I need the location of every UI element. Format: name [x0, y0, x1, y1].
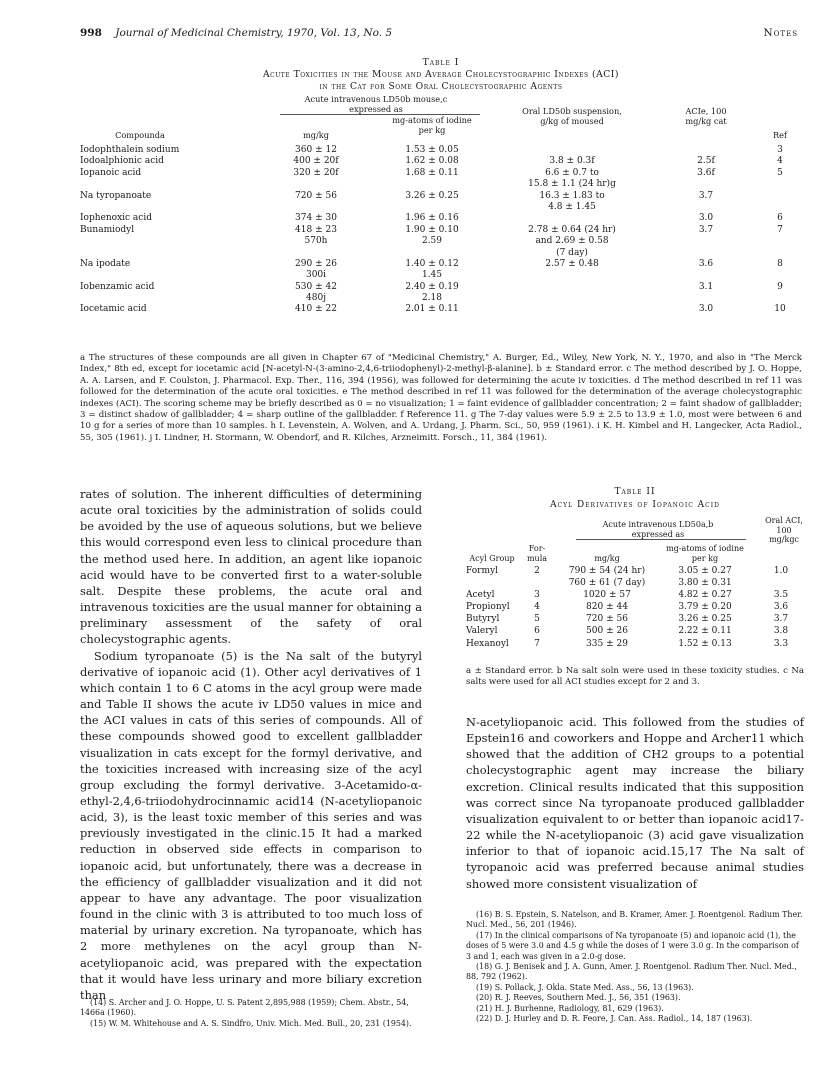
- table2-col-formula: For-mula: [526, 544, 548, 563]
- table1-cell-atoms: 2.18: [421, 293, 443, 304]
- table2-cell-atoms: 3.05 ± 0.27: [678, 566, 732, 576]
- table2-col-aci: Oral ACI, 100 mg/kgc: [765, 516, 803, 545]
- reference-22: (22) D. J. Hurley and D. R. Feore, J. Can. Ass. Radiol., 14, 187 (1963).: [476, 1014, 753, 1024]
- table2-cell-atoms: 1.52 ± 0.13: [678, 638, 732, 649]
- table1-group-subheader: expressed as: [349, 104, 403, 114]
- table2-cell-acyl: Hexanoyl: [466, 638, 509, 649]
- table1-cell-atoms: 3.26 ± 0.25: [405, 190, 459, 201]
- table2-cell-acyl: Propionyl: [466, 602, 510, 613]
- reference-19: (19) S. Pollack, J. Okla. State Med. Ass., 56, 13 (1963).: [476, 982, 694, 992]
- table1-group-header: Acute intravenous LD50b mouse,c: [304, 94, 448, 104]
- table1-header: [80, 95, 802, 145]
- table-row: [80, 191, 802, 202]
- left-paragraph-1: rates of solution. The inherent difficulties of determining acute oral toxicities by the administration of solids could be avoided by the use of aqueous solutions, but we believe this would correspond even less to clinical procedure than the method used here. In addition, an agent like iopanoic acid would have to be converted first to a water-soluble salt. Despite these problems, the acute oral and intravenous toxicities are the usual manner for obtaining a preliminary assessment of the safety of oral cholecystographic agents.: [80, 487, 422, 647]
- table2-cell-mgkg: 1020 ± 57: [583, 590, 631, 601]
- table1-col-atoms: mg-atoms of iodine per kg: [392, 115, 472, 135]
- table1-cell-mgkg: 300i: [305, 270, 327, 281]
- table1-col-ref: Ref: [772, 130, 788, 140]
- table2-cell-mgkg: 500 ± 26: [586, 626, 628, 637]
- table2-cell-aci: 3.6: [773, 602, 789, 613]
- table2-cell-aci: 3.3: [773, 638, 789, 649]
- table2-cell-mgkg: 820 ± 44: [586, 602, 628, 613]
- table-row: [80, 293, 802, 304]
- table1-cell-ref: 9: [777, 281, 783, 292]
- table1-cell-compound: Bunamiodyl: [80, 224, 135, 235]
- table1-cell-aci: 3.0: [698, 213, 714, 224]
- table1-cell-atoms: 1.68 ± 0.11: [405, 167, 459, 178]
- table1-cell-atoms: 2.59: [421, 236, 443, 247]
- table2-cell-atoms: 4.82 ± 0.27: [678, 590, 732, 601]
- table1-cell-oral: (7 day): [556, 247, 588, 258]
- table2-cell-formula: 7: [534, 638, 540, 649]
- reference-16: (16) B. S. Epstein, S. Natelson, and B. Kramer, Amer. J. Roentgenol. Radium Ther. Nucl. Med., 56, 201 (1946).: [466, 910, 803, 930]
- table1-title-line1: Acute Toxicities in the Mouse and Average Cholecystographic Indexes (ACI): [262, 69, 620, 80]
- table1-cell-ref: 7: [777, 224, 783, 235]
- reference-18: (18) G. J. Benisek and J. A. Gunn, Amer. J. Roentgenol. Radium Ther. Nucl. Med., 88, 792 (1962).: [466, 962, 797, 982]
- table-row: [80, 225, 802, 236]
- table1-cell-compound: Iocetamic acid: [80, 304, 147, 315]
- table-row: [80, 304, 802, 315]
- table1-cell-compound: Iophenoxic acid: [80, 213, 152, 224]
- table1-caption: [80, 57, 802, 93]
- reference-20: (20) R. J. Reeves, Southern Med. J., 56, 351 (1963).: [476, 993, 681, 1003]
- table1-cell-compound: Iopanoic acid: [80, 167, 142, 178]
- table2-title: Acyl Derivatives of Iopanoic Acid: [550, 499, 720, 510]
- table1-cell-ref: 8: [777, 258, 783, 269]
- table1-cell-aci: 2.5f: [697, 156, 715, 167]
- table-row: [80, 179, 802, 190]
- table2-cell-aci: 3.7: [773, 614, 789, 625]
- reference-15: (15) W. M. Whitehouse and A. S. Sindfro, Univ. Mich. Med. Bull., 20, 231 (1954).: [90, 1018, 412, 1028]
- table1-cell-atoms: 1.96 ± 0.16: [405, 213, 459, 224]
- table1-cell-compound: Iobenzamic acid: [80, 281, 155, 292]
- table1-col-compound: Compounda: [115, 130, 165, 140]
- table2-cell-formula: 2: [534, 566, 540, 576]
- table1-col-aci: ACIe, 100 mg/kg cat: [685, 106, 727, 126]
- left-paragraph-2: Sodium tyropanoate (5) is the Na salt of the butyryl derivative of iopanoic acid (1). Other acyl derivatives of 1 which contain 1 to 6 C atoms in the acyl group were made and Table II shows the acute iv LD50 values in mice and the ACI values in cats of this series of compounds. All of these compounds showed good to excellent gallbladder visualization in cats except for the formyl derivative, and the toxicities increased with increasing size of the acyl group excluding the formyl derivative. 3-Acetamido-α-ethyl-2,4,6-triiodohydrocinnamic acid14 (N-acetyliopanoic acid, 3), is the least toxic member of this series and was previously investigated in the clinic.15 It had a marked reduction in observed side effects in comparison to iopanoic acid, but unfortunately, there was a decrease in the efficiency of gallbladder visualization and it did not appear to have any advantage. The poor visualization found in the clinic with 3 is attributed to too much loss of material by urinary excretion. Na tyropanoate, which has 2 more methylenes on the acyl group than N-acetyliopanoic acid, was prepared with the expectation that it would have less urinary and more biliary excretion than: [80, 648, 422, 1002]
- table2: [466, 516, 804, 651]
- table2-cell-formula: 4: [534, 602, 540, 613]
- table1-cell-oral: and 2.69 ± 0.58: [535, 236, 609, 247]
- journal-citation: Journal of Medicinal Chemistry, 1970, Vol. 13, No. 5: [115, 27, 393, 39]
- table-row: [466, 614, 804, 626]
- table-row: [80, 168, 802, 179]
- table-row: [80, 270, 802, 281]
- table-row: [80, 145, 802, 156]
- table2-cell-atoms: 3.80 ± 0.31: [678, 578, 732, 589]
- table-row: [466, 639, 804, 651]
- table2-col-mgkg: mg/kg: [594, 554, 620, 563]
- table1-cell-atoms: 1.40 ± 0.12: [405, 258, 459, 269]
- table2-cell-mgkg: 790 ± 54 (24 hr): [568, 566, 646, 576]
- table-row: [466, 626, 804, 638]
- table1-cell-atoms: 1.45: [421, 270, 443, 281]
- table2-cell-aci: 3.5: [773, 590, 789, 601]
- table1-cell-aci: 3.7: [698, 224, 714, 235]
- running-header: [80, 27, 798, 41]
- table1-cell-oral: 3.8 ± 0.3f: [549, 156, 595, 167]
- table1-title-line2: in the Cat for Some Oral Cholecystographic Agents: [319, 81, 563, 92]
- table-row: [466, 590, 804, 602]
- table1-cell-oral: 4.8 ± 1.45: [548, 201, 596, 212]
- right-column-text: [466, 714, 804, 892]
- table1-cell-ref: 6: [777, 213, 783, 224]
- table1-label: Table I: [422, 57, 460, 68]
- table1-cell-compound: Na tyropanoate: [80, 190, 152, 201]
- table1-cell-oral: 16.3 ± 1.83 to: [539, 190, 605, 201]
- table1-cell-mgkg: 290 ± 26: [295, 258, 337, 269]
- table2-cell-acyl: Acetyl: [466, 590, 495, 601]
- table1-cell-mgkg: 720 ± 56: [295, 190, 337, 201]
- table1-cell-atoms: 1.90 ± 0.10: [405, 224, 459, 235]
- table1-cell-aci: 3.0: [698, 304, 714, 315]
- table1-cell-atoms: 1.53 ± 0.05: [405, 145, 459, 155]
- table1-body: [80, 145, 802, 316]
- table1-cell-aci: 3.6: [698, 258, 714, 269]
- table2-body: [466, 566, 804, 651]
- table-row: [80, 282, 802, 293]
- table1-cell-oral: 2.57 ± 0.48: [545, 258, 599, 269]
- table1-cell-atoms: 2.01 ± 0.11: [405, 304, 459, 315]
- table-row: [80, 213, 802, 224]
- table2-cell-aci: 3.8: [773, 626, 789, 637]
- table-row: [80, 259, 802, 270]
- table1-cell-oral: 6.6 ± 0.7 to: [545, 167, 599, 178]
- table1-cell-mgkg: 360 ± 12: [295, 145, 337, 155]
- table1-cell-mgkg: 400 ± 20f: [293, 156, 339, 167]
- table1-cell-compound: Na ipodate: [80, 258, 131, 269]
- table-row: [80, 156, 802, 167]
- table2-group-rule: [576, 539, 746, 540]
- table2-label: Table II: [614, 487, 656, 497]
- table-row: [80, 236, 802, 247]
- table1: [80, 95, 802, 316]
- section-name: Notes: [763, 27, 798, 39]
- table2-header: [466, 516, 804, 566]
- table2-col-acyl: Acyl Group: [469, 554, 515, 563]
- table2-cell-acyl: Butyryl: [466, 614, 500, 625]
- reference-14: (14) S. Archer and J. O. Hoppe, U. S. Patent 2,895,988 (1959); Chem. Abstr., 54, 1466a (1960).: [80, 998, 409, 1018]
- table1-cell-aci: 3.1: [698, 281, 714, 292]
- table1-cell-ref: 5: [777, 167, 783, 178]
- reference-17: (17) In the clinical comparisons of Na tyropanoate (5) and iopanoic acid (1), the doses of 5 were 3.0 and 4.5 g while the doses of 1 were 3.0 g. In the comparison of 3 and 1, each was given in a 2.0-g dose.: [466, 930, 799, 961]
- table2-cell-mgkg: 760 ± 61 (7 day): [568, 578, 646, 589]
- table1-cell-atoms: 1.62 ± 0.08: [405, 156, 459, 167]
- table1-cell-compound: Iodophthalein sodium: [80, 145, 180, 155]
- table1-cell-aci: 3.7: [698, 190, 714, 201]
- table2-col-atoms: mg-atoms of iodine per kg: [666, 544, 744, 563]
- table-row: [466, 566, 804, 578]
- table1-cell-mgkg: 410 ± 22: [295, 304, 337, 315]
- table2-cell-mgkg: 720 ± 56: [586, 614, 628, 625]
- table1-cell-mgkg: 374 ± 30: [295, 213, 337, 224]
- table2-group-subheader: expressed as: [631, 530, 685, 539]
- table1-cell-compound: Iodoalphionic acid: [80, 156, 164, 167]
- table1-cell-oral: 15.8 ± 1.1 (24 hr)g: [528, 179, 616, 190]
- table1-cell-mgkg: 418 ± 23: [295, 224, 337, 235]
- table1-cell-mgkg: 530 ± 42: [295, 281, 337, 292]
- table2-group-header: Acute intravenous LD50a,b: [602, 520, 714, 529]
- table1-cell-mgkg: 480j: [306, 293, 326, 304]
- table2-cell-aci: 1.0: [773, 566, 789, 576]
- table2-cell-atoms: 3.79 ± 0.20: [678, 602, 732, 613]
- left-column-text: [80, 486, 422, 1003]
- table2-cell-atoms: 3.26 ± 0.25: [678, 614, 732, 625]
- table1-col-mgkg: mg/kg: [303, 130, 329, 140]
- table2-cell-formula: 3: [534, 590, 540, 601]
- table2-cell-formula: 5: [534, 614, 540, 625]
- table2-cell-formula: 6: [534, 626, 540, 637]
- page-number: 998: [80, 27, 102, 39]
- table2-cell-acyl: Valeryl: [466, 626, 498, 637]
- table1-col-oral: Oral LD50b suspension, g/kg of moused: [522, 106, 622, 126]
- table1-footnotes: a The structures of these compounds are all given in Chapter 67 of "Medicinal Chemistry," A. Burger, Ed., Wiley, New York, N. Y., 1970, and also in "The Merck Index," 8th ed, except for iocetamic acid [N-acetyl-N-(3-amino-2,4,6-triiodophenyl)-2-methyl-β-alanine]. b ± Standard error. c The method described by J. O. Hoppe, A. A. Larsen, and F. Coulston, J. Pharmacol. Exp. Ther., 116, 394 (1956), was followed for determining the acute iv toxicities. d The method described in ref 11 was followed for the determination of the acute oral toxicities. e The method described in ref 11 was followed for the determination of the average cholecystographic indexes (ACI). The scoring scheme may be briefly described as 0 = no visualization; 1 = faint evidence of gallbladder concentration; 2 = faint shadow of gallbladder; 3 = distinct shadow of gallbladder; 4 = sharp outline of the gallbladder. f Reference 11. g The 7-day values were 5.9 ± 2.5 to 13.9 ± 1.0, most were between 6 and 10 g for a series of more than 10 samples. h I. Levenstein, A. Wolven, and A. Urdang, J. Pharm. Sci., 50, 959 (1961). i K. H. Kimbel and H. Langecker, Acta Radiol., 55, 305 (1961). j I. Lindner, H. Stormann, W. Obendorf, and R. Kilches, Arzneimitt. Forsch., 11, 384 (1961).: [80, 353, 802, 443]
- table1-cell-ref: 4: [777, 156, 783, 167]
- reference-21: (21) H. J. Burhenne, Radiology, 81, 629 (1963).: [476, 1003, 664, 1013]
- right-references: [466, 910, 804, 1024]
- table2-footnotes: a ± Standard error. b Na salt soln were used in these toxicity studies. c Na salts were used for all ACI studies except for 2 and 3.: [466, 666, 804, 688]
- table-row: [466, 578, 804, 590]
- table2-cell-acyl: Formyl: [466, 566, 498, 576]
- table1-cell-mgkg: 570h: [304, 236, 328, 247]
- table1-cell-ref: 3: [777, 145, 783, 155]
- table1-cell-ref: 10: [774, 304, 786, 315]
- table2-caption: [466, 486, 804, 511]
- right-paragraph-1: N-acetyliopanoic acid. This followed from the studies of Epstein16 and coworkers and Hoppe and Archer11 which showed that the addition of CH2 groups to a potential cholecystographic agent may increase the biliary excretion. Clinical results indicated that this supposition was correct since Na tyropanoate produced gallbladder visualization equivalent to or better than iopanoic acid17-22 while the N-acetyliopanoic (3) acid gave visualization inferior to that of iopanoic acid.15,17 The Na salt of tyropanoic acid was preferred because animal studies showed more consistent visualization of: [466, 715, 804, 891]
- left-references: [80, 998, 422, 1029]
- table-row: [466, 602, 804, 614]
- table1-cell-aci: 3.6f: [697, 167, 715, 178]
- table-row: [80, 202, 802, 213]
- table2-cell-atoms: 2.22 ± 0.11: [678, 626, 732, 637]
- table1-cell-atoms: 2.40 ± 0.19: [405, 281, 459, 292]
- table-row: [80, 248, 802, 259]
- table1-cell-mgkg: 320 ± 20f: [293, 167, 339, 178]
- table1-cell-oral: 2.78 ± 0.64 (24 hr): [528, 224, 616, 235]
- table2-cell-mgkg: 335 ± 29: [586, 638, 628, 649]
